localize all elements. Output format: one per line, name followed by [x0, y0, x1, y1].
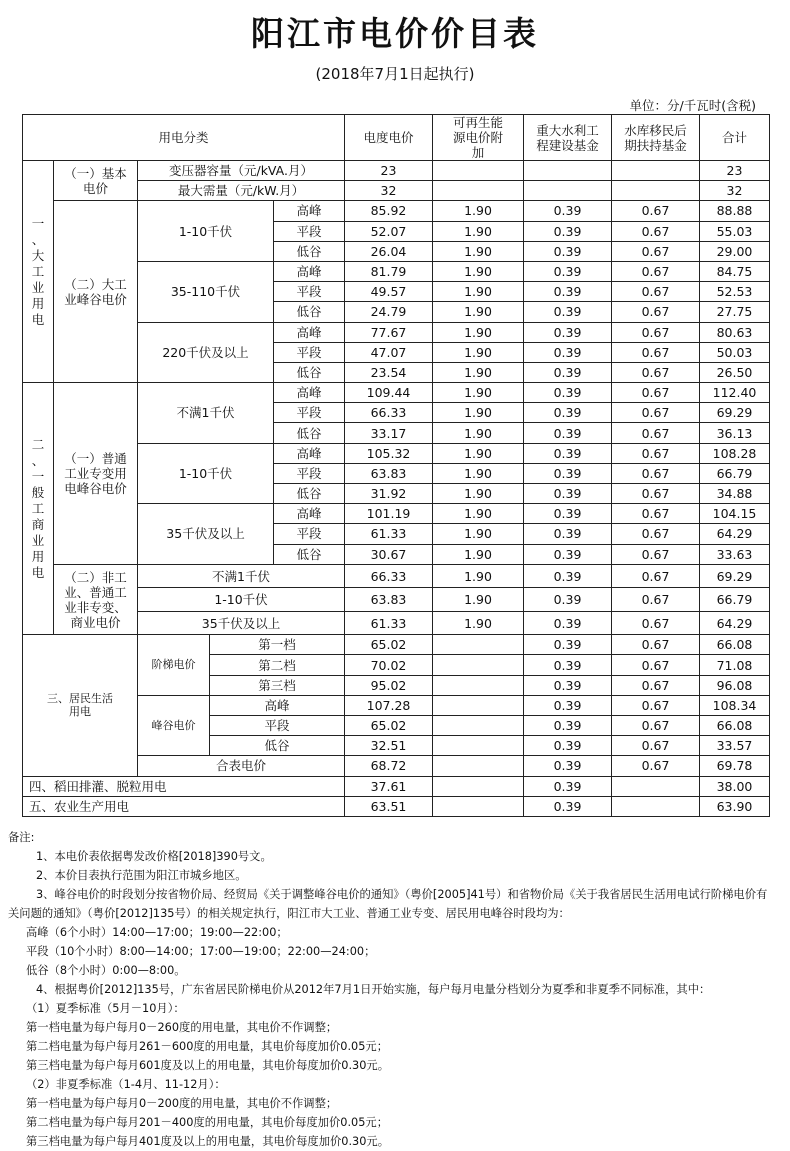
- value-cell: 33.57: [700, 736, 770, 756]
- price-table: [22, 114, 770, 817]
- empty-cell: [524, 181, 612, 201]
- period-label: 高峰: [274, 504, 345, 524]
- value-cell: 63.83: [345, 463, 433, 483]
- value-cell: 47.07: [345, 342, 433, 362]
- value-cell: 0.67: [612, 463, 700, 483]
- value-cell: 0.39: [524, 241, 612, 261]
- value-cell: 0.67: [612, 342, 700, 362]
- value-cell: 0.67: [612, 423, 700, 443]
- value-cell: 0.39: [524, 443, 612, 463]
- note-line: 备注:: [8, 831, 35, 844]
- value-cell: 33.63: [700, 544, 770, 564]
- value-cell: 1.90: [433, 282, 524, 302]
- header-price: 电度电价: [345, 115, 433, 161]
- value-cell: 101.19: [345, 504, 433, 524]
- period-label: 高峰: [274, 443, 345, 463]
- period-label: 平段: [274, 463, 345, 483]
- group-residential: 三、居民生活用电: [23, 635, 138, 776]
- flat-price-label: 合表电价: [138, 756, 345, 776]
- value-cell: 0.67: [612, 443, 700, 463]
- value-cell: 0.39: [524, 322, 612, 342]
- voltage-label: 1-10千伏: [138, 201, 274, 262]
- voltage-label: 不满1千伏: [138, 564, 345, 588]
- value-cell: 0.67: [612, 611, 700, 635]
- value-cell: 1.90: [433, 241, 524, 261]
- value-cell: 0.67: [612, 544, 700, 564]
- group-agriculture: 五、农业生产用电: [23, 796, 345, 816]
- group-large-industry: [23, 161, 54, 383]
- value-cell: 81.79: [345, 261, 433, 281]
- value-cell: 105.32: [345, 443, 433, 463]
- value-cell: 1.90: [433, 221, 524, 241]
- value-cell: 107.28: [345, 695, 433, 715]
- value-cell: 0.67: [612, 524, 700, 544]
- value-cell: 0.67: [612, 504, 700, 524]
- header-hydro: 重大水利工程建设基金: [524, 115, 612, 161]
- value-cell: 70.02: [345, 655, 433, 675]
- vertical-label: 二、一般工商业用电: [31, 436, 45, 580]
- value-cell: 36.13: [700, 423, 770, 443]
- period-label: 平段: [274, 524, 345, 544]
- value-cell: 104.15: [700, 504, 770, 524]
- value-cell: 1.90: [433, 423, 524, 443]
- value-cell: 23: [345, 161, 433, 181]
- value-cell: 0.39: [524, 261, 612, 281]
- voltage-label: 不满1千伏: [138, 383, 274, 444]
- value-cell: 32: [700, 181, 770, 201]
- value-cell: 0.39: [524, 716, 612, 736]
- value-cell: 24.79: [345, 302, 433, 322]
- note-line: 第二档电量为每户每月261－600度的用电量，其电价每度加价0.05元；: [26, 1040, 388, 1053]
- value-cell: 71.08: [700, 655, 770, 675]
- value-cell: [433, 716, 524, 736]
- value-cell: 69.29: [700, 403, 770, 423]
- period-label: 平段: [274, 221, 345, 241]
- value-cell: [433, 675, 524, 695]
- value-cell: 0.39: [524, 342, 612, 362]
- period-label: 平段: [274, 342, 345, 362]
- period-label: 低谷: [274, 423, 345, 443]
- value-cell: 109.44: [345, 383, 433, 403]
- value-cell: 37.61: [345, 776, 433, 796]
- basic-price-label: （一）基本电价: [54, 161, 138, 201]
- empty-cell: [524, 161, 612, 181]
- value-cell: 0.67: [612, 588, 700, 612]
- value-cell: 64.29: [700, 524, 770, 544]
- value-cell: 0.39: [524, 383, 612, 403]
- note-line: 2、本价目表执行范围为阳江市城乡地区。: [36, 869, 247, 882]
- voltage-label: 35-110千伏: [138, 261, 274, 322]
- note-line: （1）夏季标准（5月－10月）：: [26, 1002, 185, 1015]
- value-cell: 0.39: [524, 362, 612, 382]
- value-cell: 0.39: [524, 403, 612, 423]
- value-cell: 0.67: [612, 241, 700, 261]
- value-cell: 0.39: [524, 756, 612, 776]
- value-cell: 1.90: [433, 504, 524, 524]
- value-cell: 0.39: [524, 695, 612, 715]
- period-label: 低谷: [274, 484, 345, 504]
- tier-label: 第三档: [210, 675, 345, 695]
- note-line: 低谷（8个小时）0:00—8:00。: [26, 964, 186, 977]
- value-cell: 66.33: [345, 403, 433, 423]
- value-cell: 0.67: [612, 261, 700, 281]
- basic-demand-label: 最大需量（元/kW.月）: [138, 181, 345, 201]
- value-cell: 1.90: [433, 201, 524, 221]
- ladder-price-label: 阶梯电价: [138, 635, 210, 696]
- value-cell: 66.79: [700, 588, 770, 612]
- value-cell: 0.39: [524, 564, 612, 588]
- voltage-label: 1-10千伏: [138, 443, 274, 504]
- header-renewable: 可再生能源电价附加: [433, 115, 524, 161]
- value-cell: 69.29: [700, 564, 770, 588]
- value-cell: 0.67: [612, 756, 700, 776]
- value-cell: 84.75: [700, 261, 770, 281]
- value-cell: [433, 635, 524, 655]
- value-cell: 50.03: [700, 342, 770, 362]
- note-line: 高峰（6个小时）14:00—17:00；19:00—22:00；: [26, 926, 288, 939]
- value-cell: 52.07: [345, 221, 433, 241]
- note-line: 第三档电量为每户每月401度及以上的用电量，其电价每度加价0.30元。: [26, 1135, 390, 1148]
- value-cell: 1.90: [433, 443, 524, 463]
- value-cell: 108.34: [700, 695, 770, 715]
- value-cell: 96.08: [700, 675, 770, 695]
- period-label: 高峰: [210, 695, 345, 715]
- value-cell: 0.67: [612, 695, 700, 715]
- value-cell: 69.78: [700, 756, 770, 776]
- value-cell: 0.39: [524, 484, 612, 504]
- value-cell: 27.75: [700, 302, 770, 322]
- value-cell: 0.67: [612, 564, 700, 588]
- value-cell: 95.02: [345, 675, 433, 695]
- period-label: 低谷: [274, 544, 345, 564]
- value-cell: 0.39: [524, 524, 612, 544]
- value-cell: [433, 796, 524, 816]
- value-cell: 0.39: [524, 796, 612, 816]
- value-cell: [433, 736, 524, 756]
- value-cell: 0.67: [612, 716, 700, 736]
- value-cell: 112.40: [700, 383, 770, 403]
- value-cell: 1.90: [433, 611, 524, 635]
- value-cell: 26.50: [700, 362, 770, 382]
- value-cell: [433, 756, 524, 776]
- value-cell: 0.67: [612, 221, 700, 241]
- note-line: 第一档电量为每户每月0－260度的用电量，其电价不作调整；: [26, 1021, 338, 1034]
- value-cell: 0.67: [612, 201, 700, 221]
- large-industry-tou-label: （二）大工业峰谷电价: [54, 201, 138, 383]
- voltage-label: 35千伏及以上: [138, 504, 274, 565]
- value-cell: 0.67: [612, 675, 700, 695]
- header-reservoir: 水库移民后期扶持基金: [612, 115, 700, 161]
- vertical-label: 一、大工业用电: [31, 215, 45, 327]
- value-cell: 88.88: [700, 201, 770, 221]
- period-label: 低谷: [274, 362, 345, 382]
- value-cell: 26.04: [345, 241, 433, 261]
- value-cell: 77.67: [345, 322, 433, 342]
- value-cell: 1.90: [433, 463, 524, 483]
- value-cell: [433, 776, 524, 796]
- voltage-label: 35千伏及以上: [138, 611, 345, 635]
- value-cell: 38.00: [700, 776, 770, 796]
- value-cell: 0.39: [524, 544, 612, 564]
- unit-label: 单位：分/千瓦时(含税): [629, 98, 756, 113]
- non-industry-label: （二）非工业、普通工业非专变、商业电价: [54, 564, 138, 635]
- period-label: 高峰: [274, 201, 345, 221]
- period-label: 低谷: [210, 736, 345, 756]
- value-cell: 0.39: [524, 201, 612, 221]
- value-cell: 65.02: [345, 716, 433, 736]
- period-label: 平段: [274, 282, 345, 302]
- value-cell: 64.29: [700, 611, 770, 635]
- value-cell: 66.08: [700, 716, 770, 736]
- value-cell: 32: [345, 181, 433, 201]
- value-cell: 0.39: [524, 302, 612, 322]
- value-cell: 0.67: [612, 322, 700, 342]
- voltage-label: 1-10千伏: [138, 588, 345, 612]
- tier-label: 第二档: [210, 655, 345, 675]
- note-line: 第一档电量为每户每月0－200度的用电量，其电价不作调整；: [26, 1097, 338, 1110]
- group-irrigation: 四、稻田排灌、脱粒用电: [23, 776, 345, 796]
- value-cell: 66.33: [345, 564, 433, 588]
- value-cell: 1.90: [433, 362, 524, 382]
- value-cell: 33.17: [345, 423, 433, 443]
- value-cell: 0.39: [524, 504, 612, 524]
- value-cell: 0.67: [612, 282, 700, 302]
- value-cell: 0.39: [524, 635, 612, 655]
- value-cell: 0.39: [524, 655, 612, 675]
- value-cell: 0.39: [524, 423, 612, 443]
- value-cell: 0.39: [524, 776, 612, 796]
- period-label: 高峰: [274, 383, 345, 403]
- note-line: 第二档电量为每户每月201－400度的用电量，其电价每度加价0.05元；: [26, 1116, 388, 1129]
- note-line: 平段（10个小时）8:00—14:00；17:00—19:00；22:00—24:00；: [26, 945, 376, 958]
- value-cell: 63.51: [345, 796, 433, 816]
- note-line: 第三档电量为每户每月601度及以上的用电量，其电价每度加价0.30元。: [26, 1059, 390, 1072]
- general-tou-label: （一）普通工业专变用电峰谷电价: [54, 383, 138, 565]
- value-cell: 1.90: [433, 342, 524, 362]
- value-cell: 0.39: [524, 736, 612, 756]
- value-cell: 1.90: [433, 484, 524, 504]
- value-cell: [612, 796, 700, 816]
- value-cell: 0.39: [524, 675, 612, 695]
- empty-cell: [612, 161, 700, 181]
- value-cell: 0.39: [524, 221, 612, 241]
- value-cell: [433, 655, 524, 675]
- empty-cell: [612, 181, 700, 201]
- group-general-commercial: [23, 383, 54, 635]
- value-cell: 49.57: [345, 282, 433, 302]
- value-cell: 1.90: [433, 403, 524, 423]
- value-cell: 32.51: [345, 736, 433, 756]
- value-cell: 108.28: [700, 443, 770, 463]
- period-label: 高峰: [274, 322, 345, 342]
- tier-label: 第一档: [210, 635, 345, 655]
- value-cell: 61.33: [345, 611, 433, 635]
- empty-cell: [433, 181, 524, 201]
- period-label: 高峰: [274, 261, 345, 281]
- value-cell: 0.67: [612, 383, 700, 403]
- value-cell: 1.90: [433, 524, 524, 544]
- empty-cell: [433, 161, 524, 181]
- header-category: 用电分类: [23, 115, 345, 161]
- value-cell: 0.39: [524, 588, 612, 612]
- notes-section: [8, 828, 778, 1151]
- value-cell: 31.92: [345, 484, 433, 504]
- value-cell: 1.90: [433, 322, 524, 342]
- value-cell: 55.03: [700, 221, 770, 241]
- note-line: 1、本电价表依据粤发改价格[2018]390号文。: [36, 850, 272, 863]
- note-line: 3、峰谷电价的时段划分按省物价局、经贸局《关于调整峰谷电价的通知》（粤价[2005]41号）和省物价局《关于我省居民生活用电试行阶梯电价有关问题的通知》（粤价[2012]135号）的相关规定执行，阳江市大工业、普通工业专变、居民用电峰谷时段均为：: [8, 888, 768, 920]
- value-cell: 0.39: [524, 282, 612, 302]
- value-cell: 0.39: [524, 611, 612, 635]
- value-cell: 1.90: [433, 261, 524, 281]
- value-cell: 63.90: [700, 796, 770, 816]
- value-cell: 0.67: [612, 736, 700, 756]
- value-cell: 1.90: [433, 302, 524, 322]
- value-cell: 80.63: [700, 322, 770, 342]
- value-cell: 30.67: [345, 544, 433, 564]
- value-cell: 66.79: [700, 463, 770, 483]
- page-subtitle: (2018年7月1日起执行): [315, 65, 475, 83]
- note-line: （2）非夏季标准（1-4月、11-12月）：: [26, 1078, 226, 1091]
- value-cell: 0.67: [612, 302, 700, 322]
- value-cell: 65.02: [345, 635, 433, 655]
- value-cell: 61.33: [345, 524, 433, 544]
- value-cell: 34.88: [700, 484, 770, 504]
- value-cell: 66.08: [700, 635, 770, 655]
- value-cell: 0.67: [612, 362, 700, 382]
- residential-tou-label: 峰谷电价: [138, 695, 210, 756]
- value-cell: 29.00: [700, 241, 770, 261]
- value-cell: 0.67: [612, 484, 700, 504]
- value-cell: 1.90: [433, 544, 524, 564]
- value-cell: 63.83: [345, 588, 433, 612]
- header-total: 合计: [700, 115, 770, 161]
- value-cell: 23: [700, 161, 770, 181]
- value-cell: 0.39: [524, 463, 612, 483]
- value-cell: 68.72: [345, 756, 433, 776]
- period-label: 平段: [210, 716, 345, 736]
- value-cell: 85.92: [345, 201, 433, 221]
- value-cell: 52.53: [700, 282, 770, 302]
- value-cell: [433, 695, 524, 715]
- period-label: 低谷: [274, 302, 345, 322]
- note-line: 4、根据粤价[2012]135号，广东省居民阶梯电价从2012年7月1日开始实施，每户每月电量分档划分为夏季和非夏季不同标准，其中：: [36, 983, 711, 996]
- value-cell: [612, 776, 700, 796]
- value-cell: 0.67: [612, 635, 700, 655]
- period-label: 平段: [274, 403, 345, 423]
- voltage-label: 220千伏及以上: [138, 322, 274, 383]
- basic-transformer-label: 变压器容量（元/kVA.月）: [138, 161, 345, 181]
- value-cell: 0.67: [612, 655, 700, 675]
- value-cell: 0.67: [612, 403, 700, 423]
- value-cell: 1.90: [433, 564, 524, 588]
- page-title: 阳江市电价价目表: [251, 14, 539, 53]
- value-cell: 23.54: [345, 362, 433, 382]
- value-cell: 1.90: [433, 588, 524, 612]
- value-cell: 1.90: [433, 383, 524, 403]
- period-label: 低谷: [274, 241, 345, 261]
